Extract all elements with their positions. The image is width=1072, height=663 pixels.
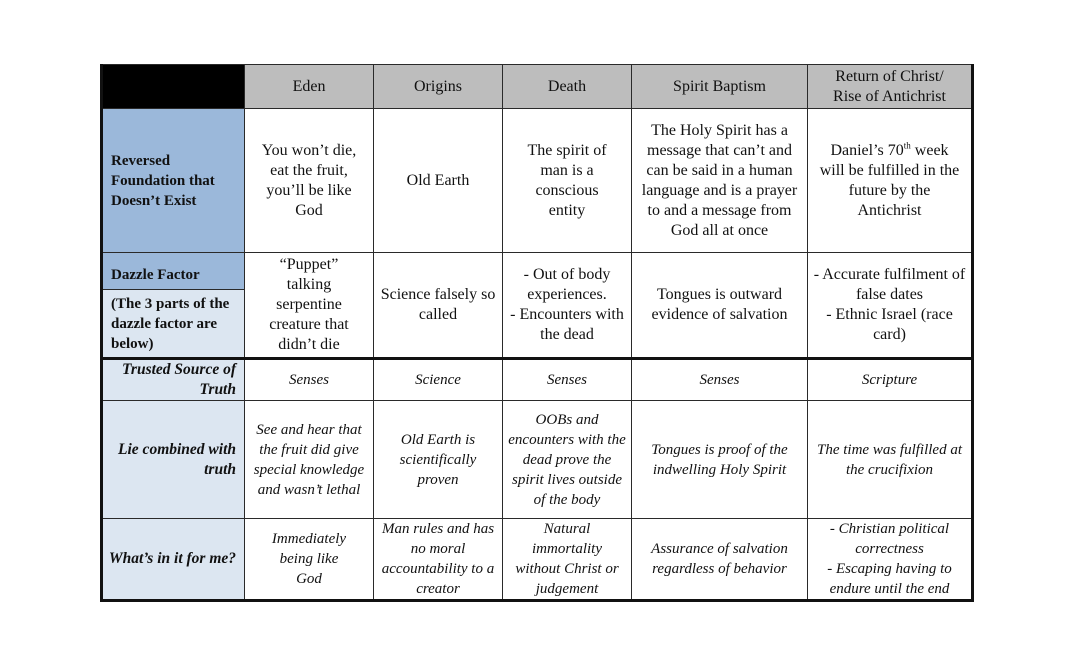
column-header-spirit-baptism: Spirit Baptism: [632, 65, 808, 109]
table-cell: Tongues is outward evidence of salvation: [632, 253, 808, 359]
table-cell: Tongues is proof of the indwelling Holy Spirit: [632, 401, 808, 519]
table-cell: Scripture: [808, 359, 973, 401]
header-row: [102, 65, 973, 109]
return-of-christ-line-2: Rise of Antichrist: [833, 87, 946, 105]
daniel-text-before: Daniel’s 70: [830, 141, 904, 159]
table-cell: The time was fulfilled at the crucifixion: [808, 401, 973, 519]
daniel-text-after: week will be fulfilled in the future by the Antichrist: [819, 141, 960, 219]
table-cell: Science: [374, 359, 503, 401]
table-cell: You won’t die, eat the fruit, you’ll be like God: [245, 109, 374, 253]
table-cell: Immediately being like God: [245, 519, 374, 601]
table-row: [102, 519, 973, 601]
table-cell: [808, 109, 973, 253]
table-cell: OOBs and encounters with the dead prove the spirit lives outside of the body: [503, 401, 632, 519]
table-cell: [808, 519, 973, 601]
row-label-lie-combined: Lie combined with truth: [102, 401, 245, 519]
table-cell: Man rules and has no moral accountability to a creator: [374, 519, 503, 601]
row-label-reversed-foundation: Reversed Foundation that Doesn’t Exist: [102, 109, 245, 253]
column-header-origins: Origins: [374, 65, 503, 109]
table-cell: Old Earth is scientifically proven: [374, 401, 503, 519]
table-cell: Assurance of salvation regardless of behavior: [632, 519, 808, 601]
row-label-trusted-source: Trusted Source of Truth: [102, 359, 245, 401]
return-of-christ-line-1: Return of Christ/: [835, 67, 944, 85]
dazzle-factor-title: Dazzle Factor: [103, 253, 244, 290]
corner-cell: [102, 65, 245, 109]
table-cell: The Holy Spirit has a message that can’t and can be said in a human language and is a prayer to and a message from God all at once: [632, 109, 808, 253]
table-cell: Natural immortality without Christ or judgement: [503, 519, 632, 601]
return-dazzle-line-2: - Ethnic Israel (race card): [826, 306, 953, 343]
death-dazzle-line-1: - Out of body experiences.: [523, 266, 611, 303]
table-row: [102, 253, 973, 359]
table-cell: Old Earth: [374, 109, 503, 253]
table-cell: Senses: [632, 359, 808, 401]
table-cell: See and hear that the fruit did give special knowledge and wasn’t lethal: [245, 401, 374, 519]
column-header-death: Death: [503, 65, 632, 109]
daniel-superscript: th: [903, 140, 911, 151]
column-header-eden: Eden: [245, 65, 374, 109]
whats-in-line-1: - Christian political correctness: [829, 521, 950, 557]
return-dazzle-line-1: - Accurate fulfilment of false dates: [813, 266, 966, 303]
table-cell: Science falsely so called: [374, 253, 503, 359]
column-header-return-of-christ: [808, 65, 973, 109]
row-label-whats-in-it: What’s in it for me?: [102, 519, 245, 601]
table-row: [102, 359, 973, 401]
dazzle-factor-subtitle: (The 3 parts of the dazzle factor are below): [111, 296, 230, 352]
death-dazzle-line-2: - Encounters with the dead: [510, 306, 624, 343]
table-cell: [503, 253, 632, 359]
table-row: [102, 109, 973, 253]
table-cell: “Puppet” talking serpentine creature that didn’t die: [245, 253, 374, 359]
whats-in-line-2: - Escaping having to endure until the end: [827, 561, 952, 597]
table-cell: [808, 253, 973, 359]
row-label-dazzle-factor: [102, 253, 245, 359]
table-cell: The spirit of man is a conscious entity: [503, 109, 632, 253]
table-cell: Senses: [503, 359, 632, 401]
table-row: [102, 401, 973, 519]
comparison-table: [100, 64, 974, 602]
table-cell: Senses: [245, 359, 374, 401]
